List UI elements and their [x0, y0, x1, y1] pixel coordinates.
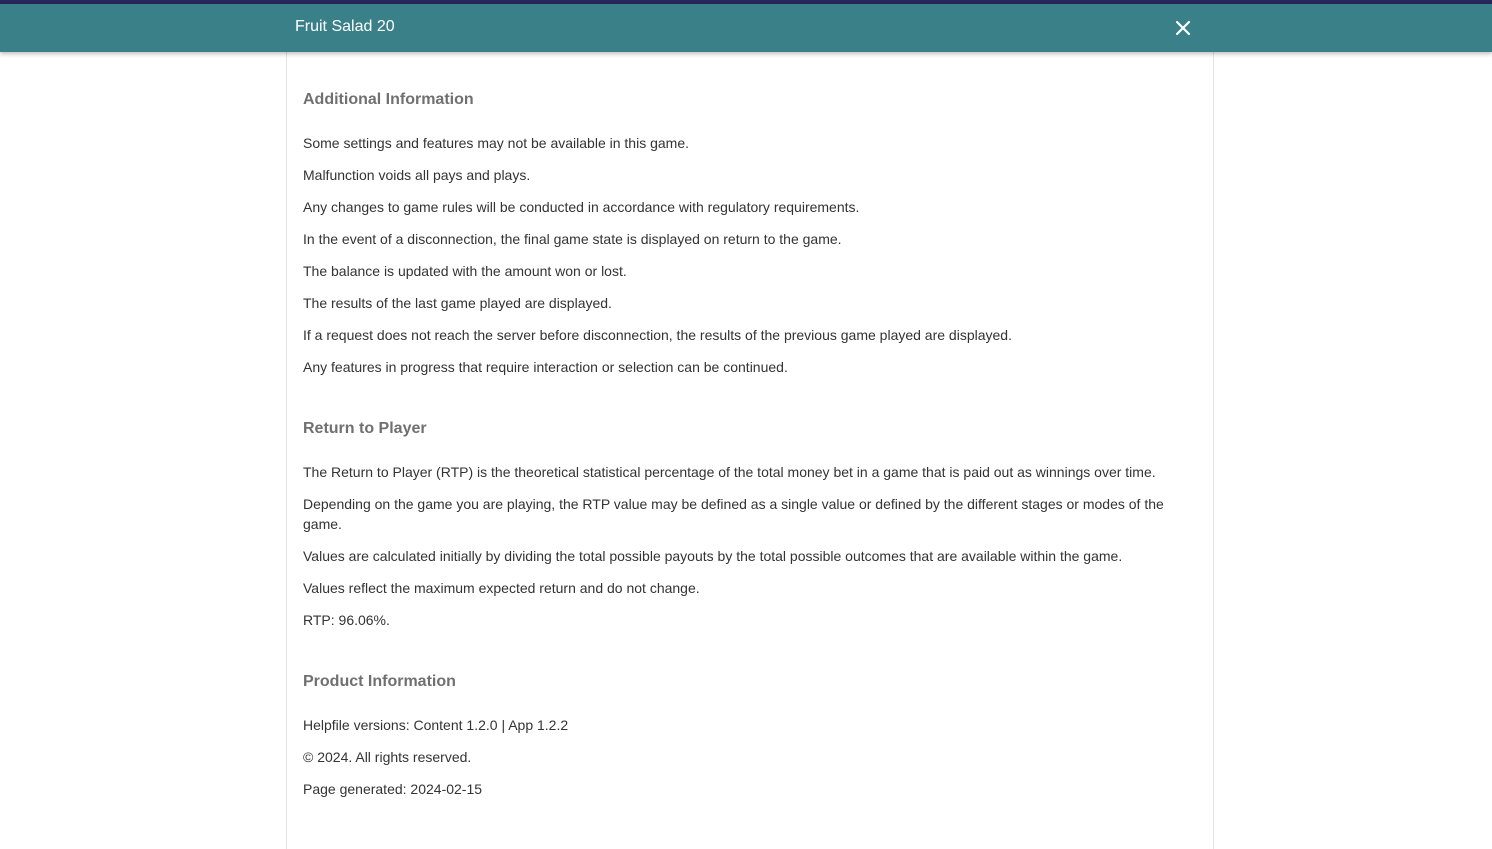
section-product-information	[303, 630, 1197, 799]
close-icon	[1168, 13, 1198, 43]
close-button[interactable]	[1168, 13, 1198, 43]
section-additional-information	[303, 52, 1197, 377]
section-title: Product Information	[303, 673, 456, 690]
info-paragraph: Any changes to game rules will be conducted in accordance with regulatory requirements.	[303, 199, 860, 215]
section-title: Return to Player	[303, 420, 427, 437]
info-paragraph: Values reflect the maximum expected return and do not change.	[303, 580, 700, 596]
copyright: © 2024. All rights reserved.	[303, 749, 472, 765]
help-title: Fruit Salad 20	[295, 18, 395, 35]
info-paragraph: In the event of a disconnection, the final game state is displayed on return to the game.	[303, 231, 842, 247]
help-header	[0, 4, 1492, 52]
info-paragraph: The results of the last game played are displayed.	[303, 295, 612, 311]
info-paragraph: Malfunction voids all pays and plays.	[303, 167, 531, 183]
info-paragraph: If a request does not reach the server before disconnection, the results of the previous game played are displayed.	[303, 327, 1012, 343]
info-paragraph: Any features in progress that require interaction or selection can be continued.	[303, 359, 788, 375]
section-title: Additional Information	[303, 91, 474, 108]
help-content[interactable]	[286, 52, 1214, 849]
info-paragraph: Some settings and features may not be available in this game.	[303, 135, 689, 151]
info-paragraph: Depending on the game you are playing, the RTP value may be defined as a single value or defined by the different stages or modes of the game.	[303, 496, 1164, 532]
rtp-value: RTP: 96.06%.	[303, 612, 390, 628]
page-generated: Page generated: 2024-02-15	[303, 781, 483, 797]
info-paragraph: The Return to Player (RTP) is the theoretical statistical percentage of the total money bet in a game that is paid out as winnings over time.	[303, 464, 1156, 480]
section-return-to-player	[303, 377, 1197, 630]
info-paragraph: The balance is updated with the amount won or lost.	[303, 263, 627, 279]
info-paragraph: Values are calculated initially by dividing the total possible payouts by the total possible outcomes that are available within the game.	[303, 548, 1123, 564]
helpfile-versions: Helpfile versions: Content 1.2.0 | App 1.2.2	[303, 717, 569, 733]
